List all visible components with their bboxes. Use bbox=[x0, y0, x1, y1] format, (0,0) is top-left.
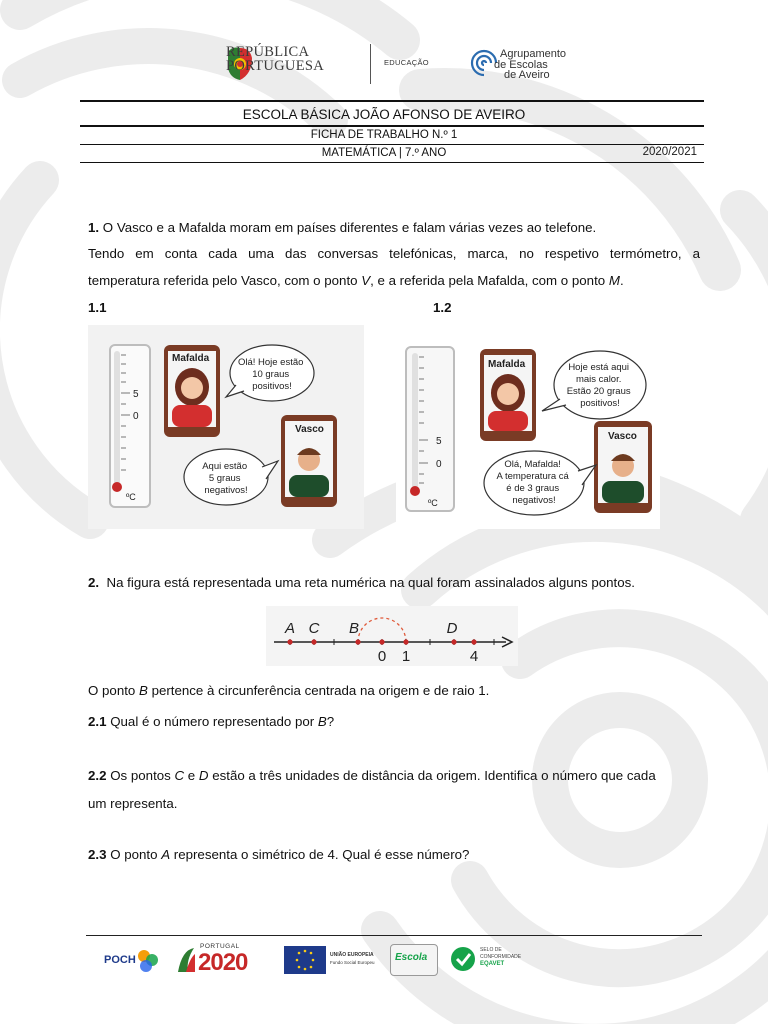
sheet-title: FICHA DE TRABALHO N.º 1 bbox=[310, 129, 458, 141]
thermometer-tick-5: 5 bbox=[133, 389, 139, 400]
header-logos bbox=[0, 40, 768, 90]
footer-rule bbox=[86, 935, 702, 936]
point-b bbox=[355, 639, 360, 644]
label-d: D bbox=[446, 620, 458, 637]
point-c bbox=[311, 639, 316, 644]
phone-name-mafalda: Mafalda bbox=[172, 353, 210, 364]
poch-logo-icon bbox=[134, 946, 160, 974]
number-line-figure bbox=[266, 606, 518, 666]
mafalda-avatar-icon bbox=[488, 374, 528, 431]
figure-1-1 bbox=[88, 325, 364, 529]
speech-bubble-mafalda: Olá! Hoje estão 10 graus positivos! bbox=[237, 357, 304, 392]
educacao-label: EDUCAÇÃO bbox=[384, 58, 429, 67]
label-zero: 0 bbox=[377, 648, 387, 665]
thermometer-tick-0: 0 bbox=[436, 459, 442, 470]
mafalda-avatar-icon bbox=[172, 368, 212, 427]
header-rule-top bbox=[80, 100, 704, 102]
q2-point-b-description: O ponto B pertence à circunferência centrada na origem e de raio 1. bbox=[88, 683, 490, 698]
eu-flag-icon bbox=[284, 946, 326, 974]
portugal-2020-logo: PORTUGAL 2020 bbox=[176, 944, 272, 976]
phone-name-mafalda: Mafalda bbox=[488, 359, 526, 370]
point-d bbox=[451, 639, 456, 644]
q1-2-label: 1.2 bbox=[433, 300, 452, 315]
eqavet-logo: SELO DE CONFORMIDADE EQAVET bbox=[450, 944, 542, 976]
thermometer-tick-5: 5 bbox=[436, 436, 442, 447]
q2-1-question: 2.1 Qual é o número representado por B? bbox=[88, 714, 335, 729]
phone-name-vasco: Vasco bbox=[295, 424, 324, 435]
header-rule bbox=[80, 125, 704, 127]
speech-bubble-mafalda: Hoje está aqui mais calor. Estão 20 graus positivos! bbox=[566, 362, 631, 409]
label-one: 1 bbox=[401, 648, 411, 665]
point-a bbox=[287, 639, 292, 644]
point-one bbox=[403, 639, 408, 644]
q1-instruction-line: Tendo em conta cada uma das conversas telefónicas, marca, no respetivo termómetro, a bbox=[88, 246, 700, 261]
q2-2-question-line2: um representa. bbox=[88, 796, 178, 811]
thermometer-unit: ºC bbox=[428, 498, 438, 508]
school-name: ESCOLA BÁSICA JOÃO AFONSO DE AVEIRO bbox=[242, 107, 526, 122]
label-c: C bbox=[308, 620, 320, 637]
q2-2-question: 2.2 Os pontos C e D estão a três unidades de distância da origem. Identifica o número que cada bbox=[88, 768, 656, 783]
republica-portuguesa-logo-text: REPÚBLICA PORTUGUESA bbox=[226, 44, 325, 74]
point-origin bbox=[379, 639, 384, 644]
q1-instruction-line: temperatura referida pelo Vasco, com o ponto V, e a referida pela Mafalda, com o ponto M. bbox=[88, 273, 624, 288]
portugal-2020-icon bbox=[176, 946, 196, 974]
school-year: 2020/2021 bbox=[642, 146, 697, 158]
speech-bubble-vasco: Olá, Mafalda! A temperatura cá é de 3 graus negativos! bbox=[496, 459, 569, 506]
figure-1-2 bbox=[396, 325, 660, 529]
thermometer-2[interactable] bbox=[406, 347, 454, 511]
header-rule-bottom bbox=[80, 162, 704, 163]
header-rule bbox=[80, 144, 704, 145]
thermometer-unit: ºC bbox=[126, 492, 136, 502]
subject-label: MATEMÁTICA | 7.º ANO bbox=[321, 147, 447, 159]
point-four bbox=[471, 639, 476, 644]
thermometer-tick-0: 0 bbox=[133, 411, 139, 422]
poch-logo: POCH bbox=[100, 944, 162, 976]
q2-statement: 2. Na figura está representada uma reta numérica na qual foram assinalados alguns pontos. bbox=[88, 575, 635, 590]
uniao-europeia-logo: UNIÃO EUROPEIA Fundo Social Europeu bbox=[284, 944, 380, 976]
selo-escola-logo: Escola bbox=[390, 944, 438, 976]
phone-name-vasco: Vasco bbox=[608, 431, 637, 442]
logo-divider bbox=[370, 44, 371, 84]
label-four: 4 bbox=[469, 648, 479, 665]
speech-bubble-vasco: Aqui estão 5 graus negativos! bbox=[202, 461, 248, 496]
q1-1-label: 1.1 bbox=[88, 300, 107, 315]
label-b: B bbox=[348, 620, 360, 637]
thermometer-1[interactable] bbox=[110, 345, 150, 507]
q2-3-question: 2.3 O ponto A representa o simétrico de 4. Qual é esse número? bbox=[88, 847, 470, 862]
agrupamento-logo-text: Agrupamento de Escolas de Aveiro bbox=[494, 48, 567, 81]
label-a: A bbox=[284, 620, 296, 637]
q1-statement: 1. O Vasco e a Mafalda moram em países diferentes e falam várias vezes ao telefone. bbox=[88, 220, 597, 235]
eqavet-check-icon bbox=[450, 945, 476, 973]
